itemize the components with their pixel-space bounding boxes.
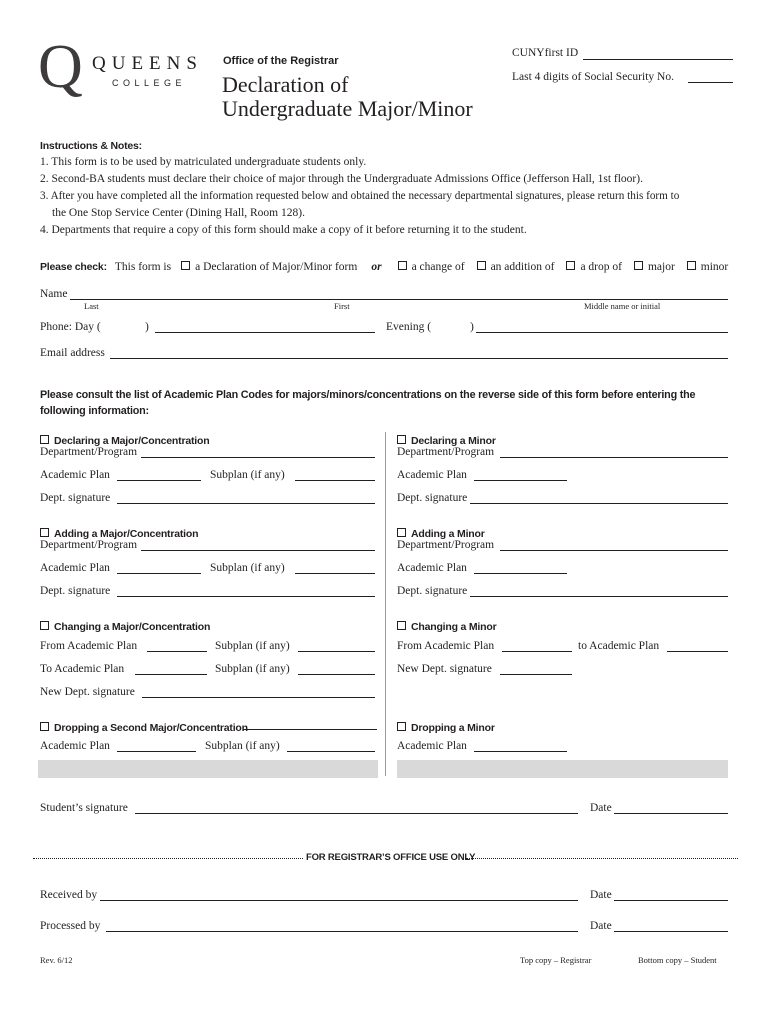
dropping-major-plan-label: Academic Plan: [40, 740, 110, 752]
please-check-label: Please check:: [40, 261, 107, 273]
declaring-minor-plan-field[interactable]: [474, 480, 567, 481]
drop-checkbox[interactable]: [566, 261, 575, 270]
minor-checkbox[interactable]: [687, 261, 696, 270]
consult-note-line1: Please consult the list of Academic Plan Codes for majors/minors/concentrations on the reverse side of this form before entering the: [40, 389, 696, 401]
declaring-major-sig-label: Dept. signature: [40, 492, 111, 504]
or-label: or: [371, 261, 382, 273]
processed-by-field[interactable]: [106, 931, 578, 932]
addition-checkbox[interactable]: [477, 261, 486, 270]
processed-date-label: Date: [590, 920, 612, 932]
changing-minor-newsig-field[interactable]: [500, 674, 572, 675]
instruction-4: 4. Departments that require a copy of this form should make a copy of it before returning it to the student.: [40, 224, 527, 236]
changing-major-to-subplan-label: Subplan (if any): [215, 663, 290, 675]
middle-name-caption: Middle name or initial: [584, 301, 661, 311]
dropping-major-option: [40, 718, 248, 736]
student-date-label: Date: [590, 802, 612, 814]
declaring-major-plan-field[interactable]: [117, 480, 201, 481]
dropping-minor-shaded-bar: [397, 760, 728, 778]
adding-major-subplan-field[interactable]: [295, 573, 375, 574]
changing-minor-from-field[interactable]: [502, 651, 572, 652]
office-label: Office of the Registrar: [223, 55, 339, 67]
adding-minor-heading: Adding a Minor: [411, 528, 485, 540]
changing-major-checkbox[interactable]: [40, 621, 49, 630]
adding-minor-plan-field[interactable]: [474, 573, 567, 574]
form-is-label: This form is: [114, 261, 172, 273]
dropping-major-shaded-bar: [38, 760, 378, 778]
email-label: Email address: [40, 347, 105, 359]
adding-major-plan-label: Academic Plan: [40, 562, 110, 574]
declaration-label: a Declaration of Major/Minor form: [195, 261, 358, 273]
logo-sub: COLLEGE: [112, 78, 187, 88]
received-date-label: Date: [590, 889, 612, 901]
declaring-major-dept-label: Department/Program: [40, 446, 138, 458]
phone-day-label: Phone: Day (: [40, 321, 101, 333]
received-by-label: Received by: [40, 889, 98, 901]
changing-major-to-label: To Academic Plan: [40, 663, 125, 675]
instruction-1: 1. This form is to be used by matriculated undergraduate students only.: [40, 156, 367, 168]
changing-major-to-subplan-field[interactable]: [298, 674, 375, 675]
first-name-caption: First: [334, 301, 350, 311]
consult-note-line2: following information:: [40, 405, 149, 417]
minor-label: minor: [700, 261, 729, 273]
student-date-field[interactable]: [614, 813, 728, 814]
instruction-3-cont: the One Stop Service Center (Dining Hall, Room 128).: [52, 207, 305, 219]
adding-minor-sig-label: Dept. signature: [397, 585, 468, 597]
ssn-field[interactable]: [688, 82, 733, 83]
dropping-major-checkbox[interactable]: [40, 722, 49, 731]
phone-evening-label: Evening (: [386, 321, 432, 333]
dropping-major-heading-line[interactable]: [243, 729, 377, 730]
cunyfirst-field[interactable]: [583, 59, 733, 60]
instruction-3: 3. After you have completed all the information requested below and obtained the necessary departmental signatures, please return this form to: [40, 190, 680, 202]
adding-major-dept-label: Department/Program: [40, 539, 138, 551]
ssn-label: Last 4 digits of Social Security No.: [512, 71, 674, 83]
adding-minor-sig-field[interactable]: [470, 596, 728, 597]
changing-major-newsig-field[interactable]: [142, 697, 375, 698]
dropping-major-subplan-field[interactable]: [287, 751, 375, 752]
change-checkbox[interactable]: [398, 261, 407, 270]
phone-day-field[interactable]: [155, 332, 375, 333]
changing-minor-from-label: From Academic Plan: [397, 640, 495, 652]
declaring-minor-sig-field[interactable]: [470, 503, 728, 504]
declaring-major-heading: Declaring a Major/Concentration: [54, 435, 210, 447]
logo-name: QUEENS: [92, 53, 203, 74]
adding-major-subplan-label: Subplan (if any): [210, 562, 285, 574]
major-checkbox[interactable]: [634, 261, 643, 270]
changing-minor-to-label: to Academic Plan: [578, 640, 660, 652]
phone-evening-field[interactable]: [476, 332, 728, 333]
declaring-major-plan-label: Academic Plan: [40, 469, 110, 481]
changing-minor-to-field[interactable]: [667, 651, 728, 652]
declaring-minor-sig-label: Dept. signature: [397, 492, 468, 504]
top-copy-label: Top copy – Registrar: [520, 955, 592, 965]
phone-evening-paren: ): [470, 321, 474, 333]
form-type-row: [40, 257, 728, 275]
adding-major-checkbox[interactable]: [40, 528, 49, 537]
drop-label: a drop of: [580, 261, 622, 273]
adding-major-heading: Adding a Major/Concentration: [54, 528, 199, 540]
dropping-minor-plan-label: Academic Plan: [397, 740, 467, 752]
name-field[interactable]: [70, 299, 728, 300]
last-name-caption: Last: [84, 301, 99, 311]
adding-minor-plan-label: Academic Plan: [397, 562, 467, 574]
declaration-checkbox[interactable]: [181, 261, 190, 270]
registrar-divider-left: [33, 858, 303, 859]
declaring-minor-heading: Declaring a Minor: [411, 435, 496, 447]
name-label: Name: [40, 288, 68, 300]
logo-q-letter: Q: [38, 33, 83, 101]
declaring-minor-checkbox[interactable]: [397, 435, 406, 444]
adding-minor-dept-label: Department/Program: [397, 539, 495, 551]
adding-major-sig-label: Dept. signature: [40, 585, 111, 597]
adding-major-sig-field[interactable]: [117, 596, 375, 597]
adding-major-plan-field[interactable]: [117, 573, 201, 574]
email-field[interactable]: [110, 358, 728, 359]
changing-minor-checkbox[interactable]: [397, 621, 406, 630]
declaring-major-sig-field[interactable]: [117, 503, 375, 504]
processed-by-label: Processed by: [40, 920, 101, 932]
declaring-major-dept-field[interactable]: [141, 457, 375, 458]
changing-major-option: [40, 617, 210, 635]
dropping-major-subplan-label: Subplan (if any): [205, 740, 280, 752]
changing-major-from-field[interactable]: [147, 651, 207, 652]
major-label: major: [647, 261, 675, 273]
changing-minor-heading: Changing a Minor: [411, 621, 497, 633]
declaring-major-checkbox[interactable]: [40, 435, 49, 444]
dropping-minor-option: [397, 718, 495, 736]
changing-major-from-label: From Academic Plan: [40, 640, 138, 652]
changing-minor-option: [397, 617, 496, 635]
bottom-copy-label: Bottom copy – Student: [638, 955, 717, 965]
phone-day-paren: ): [145, 321, 149, 333]
adding-major-dept-field[interactable]: [141, 550, 375, 551]
declaring-minor-dept-field[interactable]: [500, 457, 728, 458]
declaring-minor-dept-label: Department/Program: [397, 446, 495, 458]
changing-major-heading: Changing a Major/Concentration: [54, 621, 211, 633]
instruction-2: 2. Second-BA students must declare their choice of major through the Undergraduate Admissions Office (Jefferson Hall, 1st floor).: [40, 173, 643, 185]
received-date-field[interactable]: [614, 900, 728, 901]
changing-major-to-field[interactable]: [135, 674, 207, 675]
form-title-line2: Undergraduate Major/Minor: [222, 96, 473, 121]
changing-major-from-subplan-field[interactable]: [298, 651, 375, 652]
changing-minor-newsig-label: New Dept. signature: [397, 663, 492, 675]
dropping-minor-plan-field[interactable]: [474, 751, 567, 752]
registrar-use-label: FOR REGISTRAR’S OFFICE USE ONLY: [306, 852, 476, 863]
declaring-major-subplan-label: Subplan (if any): [210, 469, 285, 481]
dropping-minor-checkbox[interactable]: [397, 722, 406, 731]
change-label: a change of: [411, 261, 465, 273]
changing-major-from-subplan-label: Subplan (if any): [215, 640, 290, 652]
student-signature-label: Student’s signature: [40, 802, 128, 814]
dropping-major-heading: Dropping a Second Major/Concentration: [54, 722, 248, 734]
adding-minor-checkbox[interactable]: [397, 528, 406, 537]
form-title-line1: Declaration of: [222, 72, 349, 97]
changing-major-newsig-label: New Dept. signature: [40, 686, 135, 698]
dropping-minor-heading: Dropping a Minor: [411, 722, 495, 734]
received-by-field[interactable]: [100, 900, 578, 901]
cunyfirst-label: CUNYfirst ID: [512, 47, 579, 59]
dropping-major-plan-field[interactable]: [117, 751, 196, 752]
processed-date-field[interactable]: [614, 931, 728, 932]
declaring-major-subplan-field[interactable]: [295, 480, 375, 481]
declaring-minor-plan-label: Academic Plan: [397, 469, 467, 481]
addition-label: an addition of: [490, 261, 555, 273]
student-signature-field[interactable]: [135, 813, 578, 814]
revision-label: Rev. 6/12: [40, 955, 73, 965]
registrar-divider-right: [466, 858, 738, 859]
adding-minor-dept-field[interactable]: [500, 550, 728, 551]
instructions-heading: Instructions & Notes:: [40, 140, 142, 152]
column-divider: [385, 432, 386, 776]
